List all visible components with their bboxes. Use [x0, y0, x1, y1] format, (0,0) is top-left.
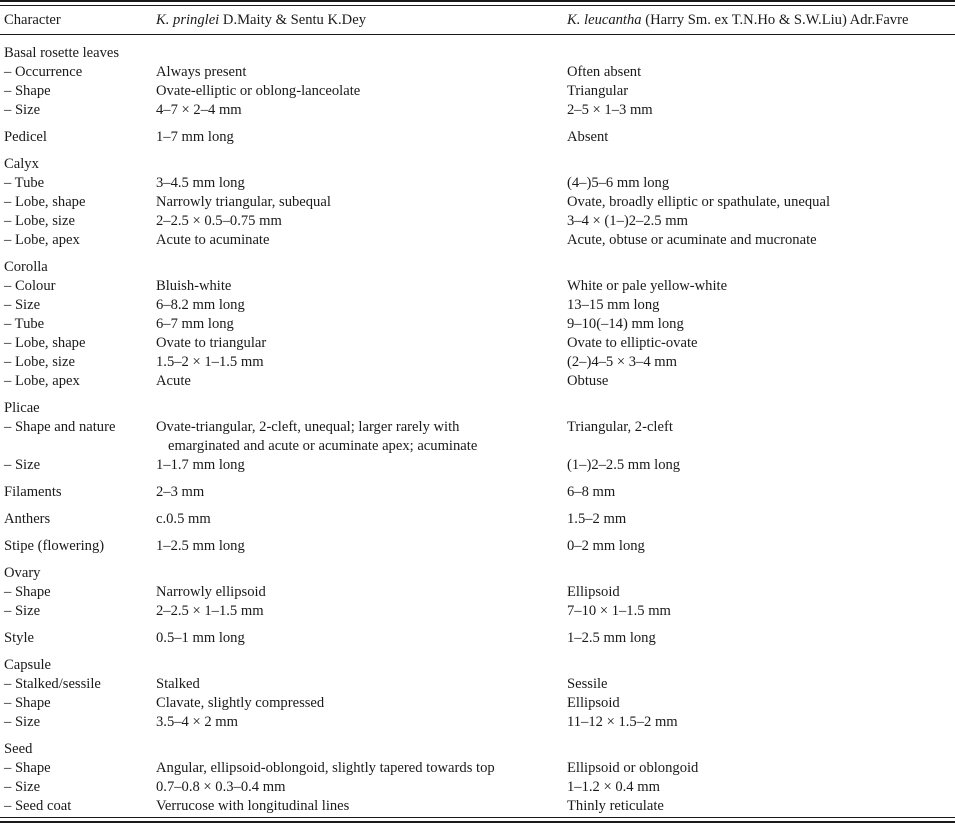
bottom-rule-thin [0, 817, 955, 818]
species-1-value: Always present [156, 64, 247, 80]
species-1-cell [156, 583, 567, 602]
table-row [0, 231, 955, 250]
character-cell: – Shape [4, 760, 51, 776]
character-cell: – Shape [4, 83, 51, 99]
species-1-cell [156, 502, 567, 529]
species-1-value: 6–7 mm long [156, 316, 234, 332]
character-cell: – Size [4, 457, 41, 473]
table-row [0, 277, 955, 296]
species-2-cell: Ellipsoid [567, 584, 620, 600]
species-1-value: Bluish-white [156, 278, 232, 294]
species-1-cell [156, 391, 567, 418]
species-1-cell [156, 759, 567, 778]
species-1-value: Acute to acuminate [156, 232, 270, 248]
character-cell: Basal rosette leaves [4, 45, 120, 61]
bottom-rule-thick [0, 821, 955, 823]
species-1-cell [156, 250, 567, 277]
species-2-authority: (Harry Sm. ex T.N.Ho & S.W.Liu) Adr.Favre [641, 12, 909, 28]
table-row [0, 372, 955, 391]
species-1-cell [156, 212, 567, 231]
species-1-value: 4–7 × 2–4 mm [156, 102, 242, 118]
species-1-value: Ovate-triangular, 2-cleft, unequal; larger rarely with [156, 419, 460, 435]
species-1-cell [156, 713, 567, 732]
table-row [0, 456, 955, 475]
species-2-cell: Often absent [567, 64, 642, 80]
species-1-cell [156, 602, 567, 621]
table-row [0, 529, 955, 556]
table-row [0, 583, 955, 602]
table-row [0, 193, 955, 212]
character-cell: – Seed coat [4, 798, 72, 814]
species-1-value: 1–1.7 mm long [156, 457, 245, 473]
table-row [0, 713, 955, 732]
species-1-cell [156, 418, 567, 456]
character-cell: – Lobe, shape [4, 335, 86, 351]
character-cell: Capsule [4, 657, 52, 673]
species-2-cell: 7–10 × 1–1.5 mm [567, 603, 671, 619]
table-body [0, 34, 955, 816]
character-cell: Seed [4, 741, 33, 757]
header-row [0, 6, 955, 34]
species-1-value: Angular, ellipsoid-oblongoid, slightly tapered towards top [156, 760, 495, 776]
species-1-cell [156, 675, 567, 694]
species-1-cell [156, 120, 567, 147]
table-row [0, 174, 955, 193]
species-2-cell [567, 556, 955, 583]
table-row [0, 778, 955, 797]
species-2-cell: 6–8 mm [567, 484, 616, 500]
table-row [0, 296, 955, 315]
species-1-cell [156, 778, 567, 797]
species-1-value: Narrowly triangular, subequal [156, 194, 331, 210]
species-1-cell [156, 732, 567, 759]
character-cell: Filaments [4, 484, 62, 500]
species-1-cell [156, 296, 567, 315]
species-1-value: Ovate to triangular [156, 335, 267, 351]
species-1-cell [156, 63, 567, 82]
species-1-value: 1–2.5 mm long [156, 538, 245, 554]
species-2-cell: Thinly reticulate [567, 798, 664, 814]
species-1-cell [156, 456, 567, 475]
species-2-cell: 0–2 mm long [567, 538, 645, 554]
header-character: Character [4, 12, 61, 28]
table-row [0, 391, 955, 418]
species-1-value: 2–2.5 × 0.5–0.75 mm [156, 213, 282, 229]
species-1-cell [156, 315, 567, 334]
character-cell: – Lobe, size [4, 213, 75, 229]
species-2-cell: 13–15 mm long [567, 297, 660, 313]
header-species-2 [567, 6, 955, 34]
species-2-cell: (2–)4–5 × 3–4 mm [567, 354, 677, 370]
species-2-cell: 2–5 × 1–3 mm [567, 102, 653, 118]
character-cell: Plicae [4, 400, 40, 416]
character-cell: Anthers [4, 511, 51, 527]
table-row [0, 250, 955, 277]
species-1-value: Acute [156, 373, 191, 389]
table-row [0, 120, 955, 147]
species-2-cell [567, 250, 955, 277]
species-1-cell [156, 147, 567, 174]
character-cell: – Size [4, 714, 41, 730]
table-row [0, 212, 955, 231]
character-cell: – Size [4, 603, 41, 619]
table-row [0, 621, 955, 648]
species-1-name: K. pringlei [156, 12, 220, 28]
table-row [0, 602, 955, 621]
header-species-1 [156, 6, 567, 34]
species-1-value: 2–2.5 × 1–1.5 mm [156, 603, 264, 619]
species-1-value: c.0.5 mm [156, 511, 211, 527]
species-2-cell: Triangular, 2-cleft [567, 419, 673, 435]
table-row [0, 315, 955, 334]
species-1-cell [156, 797, 567, 816]
species-1-cell [156, 174, 567, 193]
character-cell: – Shape [4, 695, 51, 711]
species-2-cell: Obtuse [567, 373, 609, 389]
table-row [0, 732, 955, 759]
species-2-cell: 11–12 × 1.5–2 mm [567, 714, 678, 730]
species-2-cell: Acute, obtuse or acuminate and mucronate [567, 232, 817, 248]
species-1-value-continued: emarginated and acute or acuminate apex; acuminate [168, 438, 478, 454]
table-row [0, 694, 955, 713]
species-1-value: 3–4.5 mm long [156, 175, 245, 191]
character-cell: – Occurrence [4, 64, 83, 80]
character-cell: – Lobe, size [4, 354, 75, 370]
table-row [0, 418, 955, 456]
species-2-cell [567, 391, 955, 418]
species-1-cell [156, 556, 567, 583]
species-1-value: 0.7–0.8 × 0.3–0.4 mm [156, 779, 286, 795]
table-row [0, 34, 955, 63]
species-1-cell [156, 372, 567, 391]
species-1-value: 6–8.2 mm long [156, 297, 245, 313]
character-cell: – Shape and nature [4, 419, 116, 435]
species-2-cell: Sessile [567, 676, 608, 692]
species-1-authority: D.Maity & Sentu K.Dey [219, 12, 366, 28]
species-2-cell: Ellipsoid [567, 695, 620, 711]
table-row [0, 475, 955, 502]
species-2-cell: 1–2.5 mm long [567, 630, 656, 646]
species-1-cell [156, 82, 567, 101]
species-1-cell [156, 34, 567, 63]
table-row [0, 675, 955, 694]
species-1-value: Stalked [156, 676, 200, 692]
species-2-cell [567, 648, 955, 675]
character-cell: – Size [4, 102, 41, 118]
comparison-table [0, 6, 955, 816]
character-cell: Style [4, 630, 34, 646]
species-1-cell [156, 277, 567, 296]
table-row [0, 797, 955, 816]
character-cell: – Lobe, shape [4, 194, 86, 210]
species-1-value: 0.5–1 mm long [156, 630, 245, 646]
species-2-cell: White or pale yellow-white [567, 278, 728, 294]
character-cell: – Tube [4, 175, 45, 191]
table-row [0, 502, 955, 529]
character-cell: – Lobe, apex [4, 373, 80, 389]
species-1-cell [156, 353, 567, 372]
species-1-value: 1.5–2 × 1–1.5 mm [156, 354, 264, 370]
species-2-cell: Ellipsoid or oblongoid [567, 760, 699, 776]
table-row [0, 63, 955, 82]
character-cell: – Stalked/sessile [4, 676, 101, 692]
table-row [0, 648, 955, 675]
species-1-cell [156, 621, 567, 648]
species-2-cell [567, 147, 955, 174]
top-rule-thick [0, 0, 955, 2]
character-cell: – Colour [4, 278, 56, 294]
table-row [0, 556, 955, 583]
species-1-value: Clavate, slightly compressed [156, 695, 325, 711]
species-2-cell: (1–)2–2.5 mm long [567, 457, 681, 473]
species-2-name: K. leucantha [567, 12, 642, 28]
character-cell: Pedicel [4, 129, 47, 145]
species-2-cell: Ovate, broadly elliptic or spathulate, unequal [567, 194, 831, 210]
species-1-cell [156, 231, 567, 250]
table-row [0, 147, 955, 174]
species-2-cell: Triangular [567, 83, 629, 99]
species-2-cell: Ovate to elliptic-ovate [567, 335, 698, 351]
table-row [0, 353, 955, 372]
character-cell: Stipe (flowering) [4, 538, 105, 554]
character-cell: Corolla [4, 259, 48, 275]
species-1-cell [156, 694, 567, 713]
table-row [0, 759, 955, 778]
species-2-cell: 1–1.2 × 0.4 mm [567, 779, 660, 795]
species-1-value: Verrucose with longitudinal lines [156, 798, 350, 814]
species-2-cell: 9–10(–14) mm long [567, 316, 684, 332]
species-2-cell: 3–4 × (1–)2–2.5 mm [567, 213, 688, 229]
species-2-cell [567, 34, 955, 63]
species-1-value: Narrowly ellipsoid [156, 584, 266, 600]
species-1-cell [156, 648, 567, 675]
character-cell: Calyx [4, 156, 39, 172]
species-1-value: 1–7 mm long [156, 129, 234, 145]
species-1-cell [156, 334, 567, 353]
character-cell: Ovary [4, 565, 41, 581]
species-1-cell [156, 101, 567, 120]
character-cell: – Lobe, apex [4, 232, 80, 248]
character-cell: – Size [4, 779, 41, 795]
character-cell: – Shape [4, 584, 51, 600]
table-row [0, 82, 955, 101]
character-cell: – Tube [4, 316, 45, 332]
species-1-cell [156, 529, 567, 556]
species-2-cell: (4–)5–6 mm long [567, 175, 670, 191]
species-2-cell: 1.5–2 mm [567, 511, 627, 527]
table-row [0, 334, 955, 353]
species-2-cell [567, 732, 955, 759]
species-2-cell: Absent [567, 129, 609, 145]
table-row [0, 101, 955, 120]
species-1-value: 3.5–4 × 2 mm [156, 714, 239, 730]
species-1-cell [156, 193, 567, 212]
species-1-value: Ovate-elliptic or oblong-lanceolate [156, 83, 361, 99]
species-1-cell [156, 475, 567, 502]
character-cell: – Size [4, 297, 41, 313]
species-1-value: 2–3 mm [156, 484, 205, 500]
